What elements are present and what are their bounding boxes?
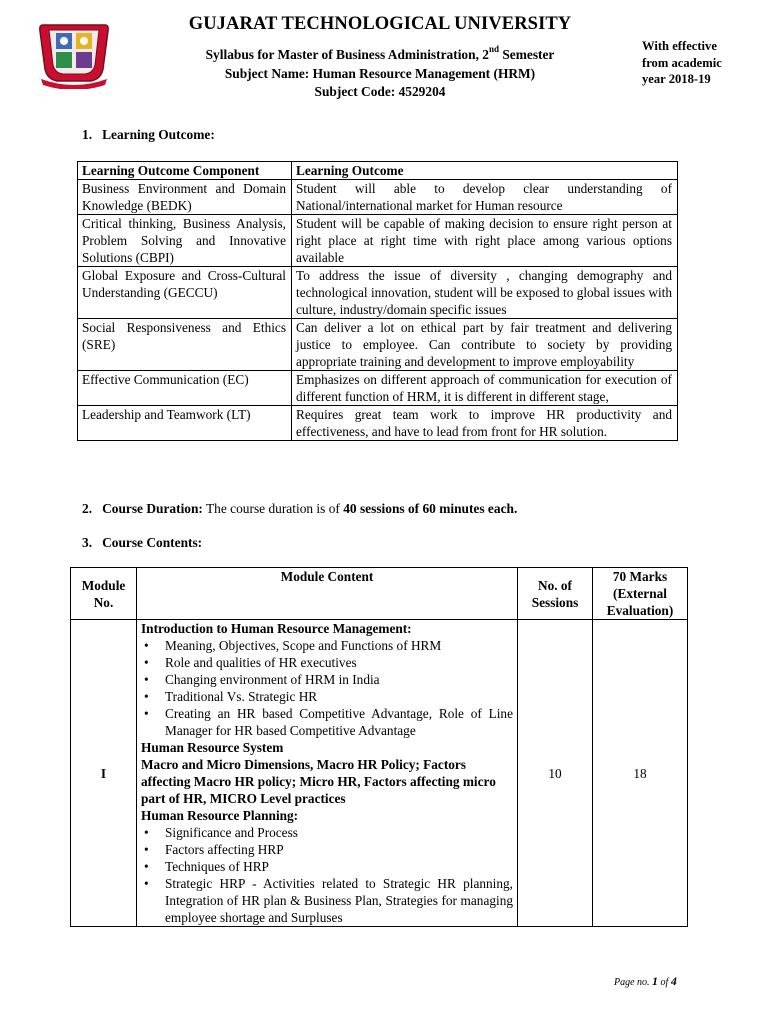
marks-value: 18: [593, 620, 688, 927]
table-row: [78, 406, 678, 441]
list-item: • Factors affecting HRP: [141, 841, 513, 858]
table-row: [78, 215, 678, 267]
topic-title: Human Resource Planning:: [141, 808, 299, 823]
course-contents-table: [70, 567, 688, 927]
table-row: [71, 620, 688, 927]
effective-note: With effective from academic year 2018-19: [642, 39, 722, 86]
module-no-header: Module No.: [71, 568, 137, 620]
component-cell: Social Responsiveness and Ethics (SRE): [78, 319, 292, 371]
syllabus-line: Syllabus for Master of Business Administration, 2nd Semester: [205, 44, 555, 62]
section-course-contents: 3. Course Contents:: [82, 535, 203, 550]
list-item: • Creating an HR based Competitive Advantage, Role of Line Manager for HR based Competitive Advantage: [141, 705, 513, 739]
learning-outcome-table: [77, 161, 678, 441]
marks-header: 70 Marks (External Evaluation): [593, 568, 688, 620]
topic-list: [141, 637, 513, 739]
outcome-cell: Student will able to develop clear understanding of National/international market for Human resource: [292, 180, 678, 215]
table-row: [78, 180, 678, 215]
module-content: [137, 620, 518, 927]
table-row: [78, 267, 678, 319]
component-cell: Critical thinking, Business Analysis, Problem Solving and Innovative Solutions (CBPI): [78, 215, 292, 267]
table-header-row: [78, 162, 678, 180]
module-content-header: Module Content: [137, 568, 518, 620]
component-cell: Effective Communication (EC): [78, 371, 292, 406]
topic-list: [141, 824, 513, 926]
subject-name: Subject Name: Human Resource Management (HRM): [224, 66, 536, 81]
outcome-cell: Student will be capable of making decision to ensure right person at right place at right time with right place among various options available: [292, 215, 678, 267]
list-item: • Significance and Process: [141, 824, 513, 841]
table-header-cell: Learning Outcome Component: [78, 162, 292, 180]
list-item: • Techniques of HRP: [141, 858, 513, 875]
section-learning-outcome: 1. Learning Outcome:: [82, 127, 215, 142]
table-header-row: [71, 568, 688, 620]
university-name: GUJARAT TECHNOLOGICAL UNIVERSITY: [188, 14, 572, 34]
list-item: • Strategic HRP - Activities related to Strategic HR planning, Integration of HR plan & Business Plan, Strategies for managing employee shortage and Surpluses: [141, 875, 513, 926]
outcome-cell: Can deliver a lot on ethical part by fair treatment and delivering justice to employee. Can contribute to society by providing appropriate training and development to improve employability: [292, 319, 678, 371]
sessions-header: No. of Sessions: [518, 568, 593, 620]
component-cell: Global Exposure and Cross-Cultural Understanding (GECCU): [78, 267, 292, 319]
topic-title: Human Resource System: [141, 740, 284, 755]
table-row: [78, 371, 678, 406]
outcome-cell: To address the issue of diversity , changing demography and technological innovation, student will be exposed to global issues with culture, industry/domain specific issues: [292, 267, 678, 319]
subject-code: Subject Code: 4529204: [314, 84, 446, 99]
table-header-cell: Learning Outcome: [292, 162, 678, 180]
topic-title: Introduction to Human Resource Management:: [141, 621, 412, 636]
page-number: Page no. 1 of 4: [614, 974, 677, 988]
list-item: • Changing environment of HRM in India: [141, 671, 513, 688]
module-number: I: [71, 620, 137, 927]
component-cell: Business Environment and Domain Knowledge (BEDK): [78, 180, 292, 215]
list-item: • Traditional Vs. Strategic HR: [141, 688, 513, 705]
outcome-cell: Emphasizes on different approach of communication for execution of different function of HRM, it is different in different stage,: [292, 371, 678, 406]
university-logo: [35, 21, 113, 89]
table-row: [78, 319, 678, 371]
component-cell: Leadership and Teamwork (LT): [78, 406, 292, 441]
outcome-cell: Requires great team work to improve HR productivity and effectiveness, and have to lead from front for HR solution.: [292, 406, 678, 441]
sessions-value: 10: [518, 620, 593, 927]
list-item: • Meaning, Objectives, Scope and Functions of HRM: [141, 637, 513, 654]
section-course-duration: 2. Course Duration: The course duration is of 40 sessions of 60 minutes each.: [82, 501, 518, 516]
list-item: • Role and qualities of HR executives: [141, 654, 513, 671]
topic-text: Macro and Micro Dimensions, Macro HR Policy; Factors affecting Macro HR policy; Micro HR, Factors affecting micro part of HR, MICRO Level practices: [141, 757, 496, 806]
